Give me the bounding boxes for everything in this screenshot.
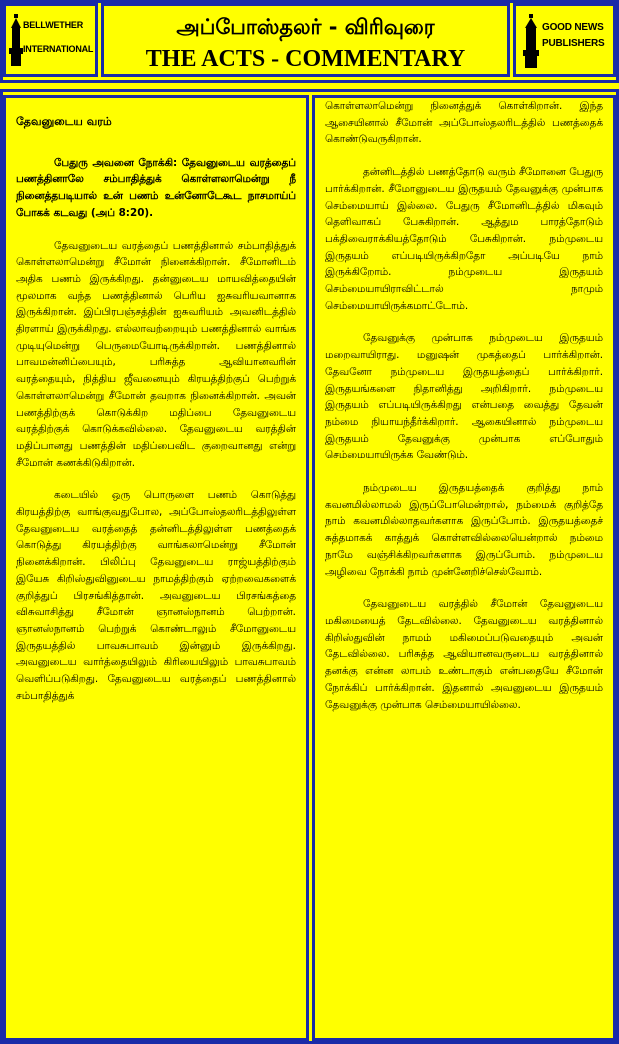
page-header <box>0 0 619 80</box>
title-english: THE ACTS - COMMENTARY <box>145 46 466 72</box>
header-divider <box>0 80 619 92</box>
article-heading: தேவனுடைய வரம் <box>16 115 112 128</box>
left-paragraph: தேவனுடைய வரத்தைப் பணத்தினால் சம்பாதித்துக் கொள்ளலாமென்று சீமோன் நினைக்கிறான். சீமோனிடம் அதிக பணம் இருக்கிறது. தன்னுடைய மாயவித்தையின் மூலமாக வந்த பணத்தினால் பெரிய ஐசுவரியவானாக இருக்கிறான். இப்பிரபஞ்சத்தின் ஐசுவரியம் அவனிடத்தில் திரளாய் இருக்கிறது. எல்லாவற்றையும் பணத்தினால் வாங்க முடியுமென்று பெருமையோடிருக்கிறான். பணத்தினால் பாவமன்னிப்பையும், பரிசுத்த ஆவியானவரின் வரத்தையும், நித்திய ஜீவனையும் கிரயத்திற்குப் பெற்றுக் கொள்ளலாமென்று சீமோன் தவறாக நினைக்கிறான். அவன் பணத்திற்குக் கொடுக்கிற மதிப்பை தேவனுடைய வரத்திற்குக் கொடுக்கவில்லை. தேவனுடைய வரத்தின் மதிப்பானது பணத்தின் மதிப்பைவிட குறைவானது என்று சீமோன் கணக்கிடுகிறான். <box>16 239 296 469</box>
bellwether-logo-line1: BELLWETHER <box>23 20 83 30</box>
good-news-figure-icon <box>522 14 540 68</box>
right-paragraph: தேவனுடைய வரத்தில் சீமோன் தேவனுடைய மகிமையைத் தேடவில்லை. தேவனுடைய வரத்தினால் கிறிஸ்துவின் நாமம் மகிமைப்படுவதையும் அவன் தேடவில்லை. பரிசுத்த ஆவியானவருடைய வரத்தினால் தனக்கு என்ன லாபம் உண்டாகும் என்பதையே சீமோன் நோக்கிப் பார்க்கிறான். இதனால் அவனுடைய இருதயம் தேவனுக்கு முன்பாக செம்மையாயில்லை. <box>325 598 603 711</box>
left-paragraph: கடையில் ஒரு பொருளை பணம் கொடுத்து கிரயத்திற்கு வாங்குவதுபோல, அப்போஸ்தலரிடத்திலுள்ள தேவனுடைய வரத்தைத் தன்னிடத்திலுள்ள பணத்தைக் கொடுத்து கிரயத்திற்கு வாங்கலாமென்று சீமோன் நினைக்கிறான். பிலிப்பு தேவனுடைய ராஜ்யத்திற்கும் இயேசு கிறிஸ்துவினுடைய நாமத்திற்கும் ஏற்றவைகளைக் குறித்துப் பிரசங்கித்தான். அவனுடைய பிரசங்கத்தை விசுவாசித்து சீமோன் ஞானஸ்நானம் பெற்றான். ஞானஸ்நானம் பெற்றுக் கொண்டாலும் சீமோனுடைய இருதயத்தில் பாவசுபாவம் இன்னும் இருக்கிறது. அவனுடைய வார்த்தையிலும் கிரியையிலும் பாவசுபாவம் வெளிப்படுகிறது. தேவனுடைய வரத்தைப் பணத்தினால் சம்பாதித்துக் <box>16 489 296 702</box>
title-tamil: அப்போஸ்தலர் - விரிவுரை <box>176 15 435 39</box>
title-box <box>101 3 510 77</box>
scripture-quote: பேதுரு அவனை நோக்கி: தேவனுடைய வரத்தைப் பணத்தினாலே சம்பாதித்துக் கொள்ளலாமென்று நீ நினைத்தபடியால் உன் பணம் உன்னோடேகூட நாசமாய்ப் போகக் கடவது (அப் 8:20). <box>16 156 296 219</box>
right-paragraph: நம்முடைய இருதயத்தைக் குறித்து நாம் கவனமில்லாமல் இருப்போமென்றால், நம்மைக் குறித்தே நாம் கவனமில்லாதவர்களாக இருப்போம். இருதயத்தைச் சுத்தமாகக் காத்துக் கொள்ளவில்லையென்றால் நம்மை நாமே வஞ்சிக்கிறவர்களாக இருப்போம். நம்முடைய அழிவை நோக்கி நாம் முன்னேறிச்செல்வோம். <box>325 482 603 578</box>
right-paragraph: தேவனுக்கு முன்பாக நம்முடைய இருதயம் மறைவாயிராது. மனுஷன் முகத்தைப் பார்க்கிறான். தேவனோ நம்முடைய இருதயத்தைப் பார்க்கிறார். இருதயங்களை நிதானித்து அறிகிறார். நம்முடைய இருதயம் எப்படியிருக்கிறது என்பதை வைத்து தேவன் நம்மை நியாயந்தீர்க்கிறார். ஆகையினால் நம்முடைய இருதயம் தேவனுக்கு முன்பாக எப்போதும் செம்மையாயிருக்க வேண்டும். <box>325 332 603 462</box>
left-column <box>3 95 309 1041</box>
right-paragraph: கொள்ளலாமென்று நினைத்துக் கொள்கிறான். இந்த ஆசையினால் சீமோன் அப்போஸ்தலரிடத்தில் பணத்தைக் கொண்டுவருகிறான். <box>325 100 603 146</box>
right-paragraph: தன்னிடத்தில் பணத்தோடு வரும் சீமோனை பேதுரு பார்க்கிறான். சீமோனுடைய இருதயம் தேவனுக்கு முன்பாக செம்மையாய் இல்லை. பேதுரு சீமோனிடத்தில் மிகவும் தெளிவாகப் பேசுகிறான். ஆத்தும பாரத்தோடும் பக்திவைராக்கியத்தோடும் பேசுகிறான். நம்முடைய இருதயம் எப்படியிருக்கிறதோ அப்படியே நாம் இருக்கிறோம். நம்முடைய இருதயம் செம்மையாயிராவிட்டால் நாமும் செம்மையாயிருக்கமாட்டோம். <box>325 166 603 312</box>
good-news-logo-line2: PUBLISHERS <box>542 38 605 49</box>
bellwether-logo-text <box>23 18 93 56</box>
good-news-logo <box>513 3 616 77</box>
good-news-logo-text <box>542 20 604 52</box>
bellwether-logo-line2: INTERNATIONAL <box>23 44 94 54</box>
right-column <box>312 95 616 1041</box>
good-news-logo-line1: GOOD NEWS <box>542 22 604 33</box>
bellwether-logo <box>3 3 98 77</box>
bellwether-figure-icon <box>9 14 23 66</box>
